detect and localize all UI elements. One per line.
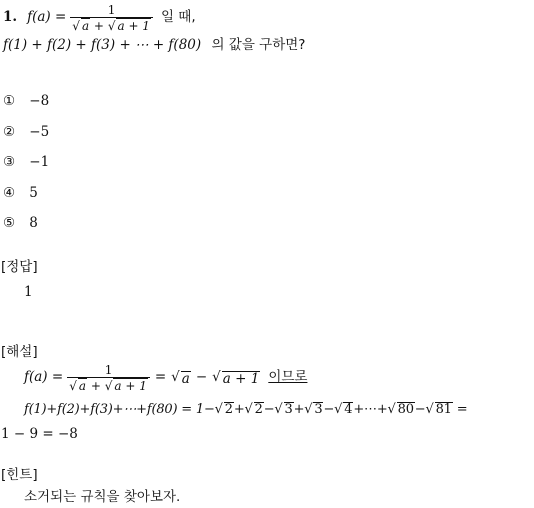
solution-sum-lhs: f(1)+f(2)+f(3)+⋯+f(80) = 1− [24,402,215,417]
solution-line-3: 1 − 9 = −8 [1,426,78,442]
solution-den-sqrt-a-plus-1: a + 1 [114,378,147,393]
solution-sqrt-81: 81 [435,402,452,417]
choice-5-marker: ⑤ [3,215,16,231]
choice-2-marker: ② [3,124,16,140]
question-condition-suffix: 일 때, [160,9,196,26]
solution-plus-ellipsis: +⋯+ [353,402,388,417]
choice-3-marker: ③ [3,154,16,170]
solution-sqrt-a-plus-1: a + 1 [222,370,260,387]
solution-minus-2: − [323,402,335,417]
question-fraction-denominator: √ a + √ a + 1 [70,17,153,34]
solution-fraction-numerator: 1 [104,362,113,377]
hint-label: [힌트] [1,467,38,483]
question-sum-expression: f(1) + f(2) + f(3) + ⋯ + f(80) [3,37,202,53]
solution-minus: − [195,369,208,386]
answer-value: 1 [24,284,33,300]
solution-equals-end: = [456,402,468,417]
solution-minus-1: − [263,402,275,417]
choice-4[interactable] [3,187,38,201]
solution-den-sqrt-a: a [78,378,86,393]
choice-3-value: −1 [29,154,50,170]
solution-sqrt-2b: 2 [254,402,263,417]
solution-sqrt-a: a [181,370,190,387]
choice-4-value: 5 [29,185,38,201]
solution-line1-suffix: 이므로 [268,369,308,386]
solution-equals: = [154,369,167,386]
solution-plus-1: + [233,402,245,417]
solution-label: [해설] [1,344,38,360]
solution-plus-2: + [293,402,305,417]
solution-fraction [67,363,150,394]
question-fraction-numerator: 1 [107,2,116,17]
choice-1-marker: ① [3,93,16,109]
solution-sqrt-2a: 2 [224,402,233,417]
question-number: 1. [3,9,18,26]
choice-3[interactable] [3,156,49,170]
question-function-lhs: f(a) = [27,9,67,26]
solution-sqrt-3b: 3 [314,402,323,417]
question-fraction [70,3,153,34]
question-den-plus: + [93,18,104,33]
solution-fraction-denominator: √ a + √ a + 1 [67,377,150,394]
choice-5[interactable] [3,217,38,231]
choice-5-value: 8 [29,215,38,231]
choice-2-value: −5 [29,124,50,140]
question-line-2 [3,39,305,53]
solution-line-1: f(a) = $\frac{1}{√ a + √ a + 1}$ = √ a − √ a + 1 이므로 [24,362,308,393]
solution-sqrt-3a: 3 [284,402,293,417]
solution-line-2: f(1)+f(2)+f(3)+⋯+f(80) = 1−√ 2+√ 2−√ 3+√ 3−√ 4+⋯+√ 80−√ 81 = [24,402,468,417]
answer-label: [정답] [1,259,38,275]
solution-function-lhs: f(a) = [24,369,64,386]
choice-2[interactable] [3,126,49,140]
solution-den-plus: + [90,378,101,393]
question-ask-text: 의 값을 구하면? [211,37,306,53]
choice-4-marker: ④ [3,185,16,201]
solution-minus-3: − [414,402,426,417]
question-line-1 [3,1,196,35]
hint-text: 소거되는 규칙을 찾아보자. [24,489,181,505]
question-sqrt-a: a [81,18,90,33]
choice-1[interactable] [3,95,49,109]
solution-sqrt-4: 4 [344,402,353,417]
solution-sqrt-80: 80 [397,402,414,417]
question-sqrt-a-plus-1: a + 1 [117,18,150,33]
choice-1-value: −8 [29,93,50,109]
